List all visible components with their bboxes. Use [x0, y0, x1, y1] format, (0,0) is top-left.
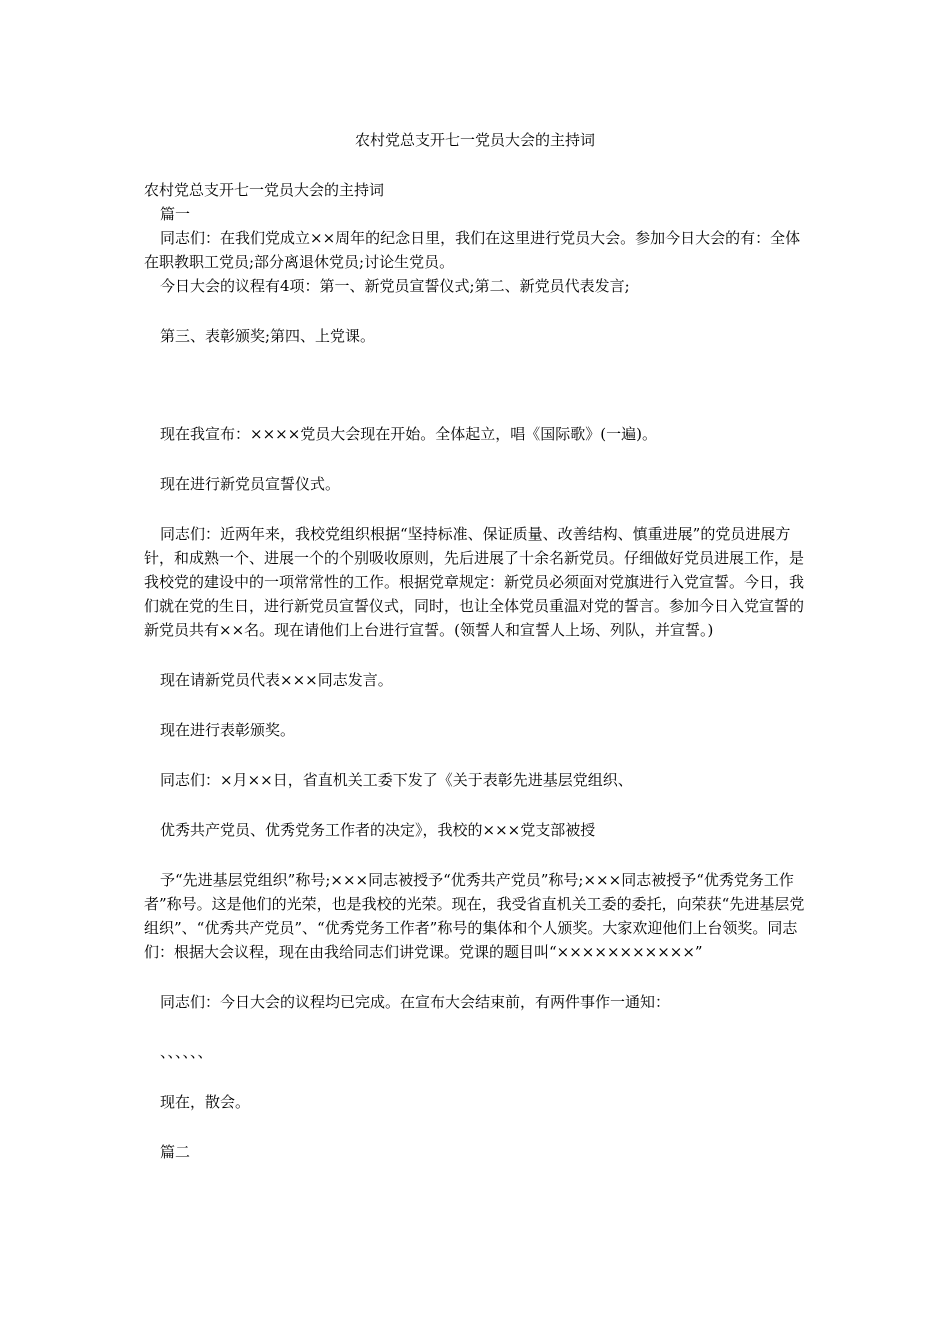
paragraph-agenda-cont: 第三、表彰颁奖;第四、上党课。 [160, 327, 376, 345]
document-title: 农村党总支开七一党员大会的主持词 [354, 131, 595, 149]
paragraph-adjourn: 现在，散会。 [160, 1093, 251, 1111]
paragraph-awards-detail: 予“先进基层党组织”称号;×××同志被授予“优秀共产党员”称号;×××同志被授予“优秀党务工作者”称号。这是他们的光荣，也是我校的光荣。现在，我受省直机关工委的委托，向荣获“先进基层党组织”、“优秀共产党员”、“优秀党务工作者”称号的集体和个人颁奖。大家欢迎他们上台领奖。同志们：根据大会议程，现在由我给同志们讲党课。党课的题目叫“×××××××××××” [144, 871, 805, 961]
paragraph-oath-start: 现在进行新党员宣誓仪式。 [160, 475, 341, 493]
paragraph-intro: 同志们：在我们党成立××周年的纪念日里，我们在这里进行党员大会。参加今日大会的有：全体在职教职工党员;部分离退休党员;讨论生党员。 [144, 229, 801, 271]
paragraph-closing-notice: 同志们：今日大会的议程均已完成。在宣布大会结束前，有两件事作一通知： [160, 993, 671, 1011]
paragraph-awards-notice: 同志们：×月××日，省直机关工委下发了《关于表彰先进基层党组织、 [160, 771, 633, 789]
document-body [144, 178, 810, 1164]
paragraph-speech: 现在请新党员代表×××同志发言。 [160, 671, 393, 689]
body-heading: 农村党总支开七一党员大会的主持词 [144, 181, 385, 199]
paragraph-ellipsis: 、、、、、、 [160, 1043, 213, 1061]
section-label-2: 篇二 [160, 1143, 191, 1161]
paragraph-agenda: 今日大会的议程有4项：第一、新党员宣誓仪式;第二、新党员代表发言; [160, 277, 630, 295]
paragraph-oath-detail: 同志们：近两年来，我校党组织根据“坚持标准、保证质量、改善结构、慎重进展”的党员进展方针，和成熟一个、进展一个的个别吸收原则，先后进展了十余名新党员。仔细做好党员进展工作，是我校党的建设中的一项常常性的工作。根据党章规定：新党员必须面对党旗进行入党宣誓。今日，我们就在党的生日，进行新党员宣誓仪式，同时，也让全体党员重温对党的誓言。参加今日入党宣誓的新党员共有××名。现在请他们上台进行宣誓。(领誓人和宣誓人上场、列队，并宣誓。) [144, 525, 805, 639]
section-label-1: 篇一 [160, 205, 191, 223]
paragraph-opening: 现在我宣布：××××党员大会现在开始。全体起立，唱《国际歌》(一遍)。 [160, 425, 657, 443]
paragraph-awards-notice-cont: 优秀共产党员、优秀党务工作者的决定》，我校的×××党支部被授 [160, 821, 596, 839]
paragraph-awards-start: 现在进行表彰颁奖。 [160, 721, 296, 739]
